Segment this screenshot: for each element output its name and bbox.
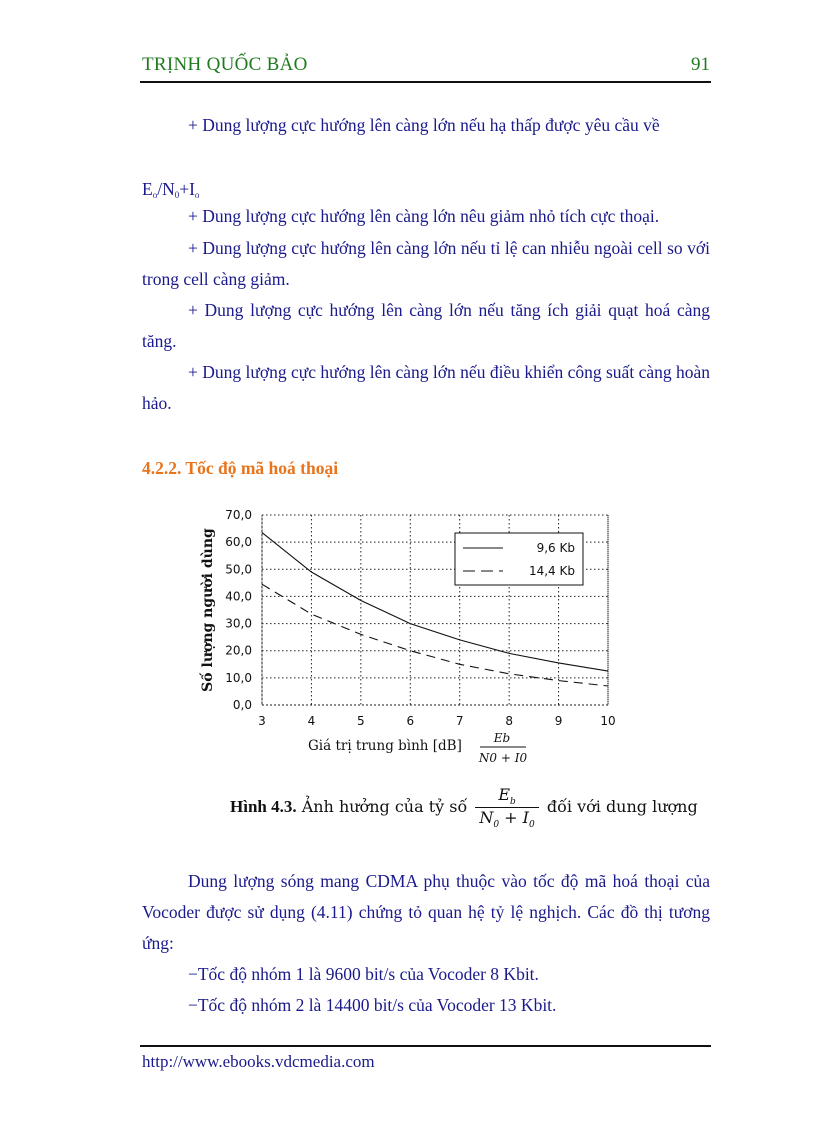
x-tick-label: 4 (307, 714, 316, 728)
y-tick-label: 70,0 (225, 508, 252, 522)
figure-caption (230, 785, 698, 830)
bullet-line-3-cont: trong cell càng giảm. (142, 269, 290, 289)
header-rule (140, 81, 711, 83)
y-tick-label: 50,0 (225, 562, 252, 577)
bullet-line-5-cont: hảo. (142, 393, 172, 413)
x-tick-label: 8 (505, 714, 513, 728)
y-tick-label: 0,0 (232, 698, 252, 712)
legend-label-2: 14,4 Kb (528, 564, 575, 578)
bullet-line-1: + Dung lượng cực hướng lên càng lớn nếu hạ thấp được yêu cầu về (188, 115, 660, 135)
x-axis-label: Giá trị trung bình [dB] (308, 738, 462, 754)
y-tick-label: 60,0 (225, 535, 252, 550)
y-tick-label: 40,0 (225, 589, 252, 604)
x-tick-label: 5 (357, 714, 365, 728)
series-line-2 (262, 584, 608, 686)
x-axis-fraction-num: Eb (493, 731, 511, 745)
capacity-chart (190, 505, 630, 780)
y-tick-label: 30,0 (225, 616, 252, 631)
x-tick-label: 6 (406, 714, 415, 728)
x-tick-label: 10 (600, 714, 616, 728)
caption-fraction: $\frac{E_b}{N_0 + I_0}$ (475, 785, 538, 830)
x-tick-label: 7 (455, 714, 464, 728)
footer-url[interactable]: http://www.ebooks.vdcmedia.com (142, 1052, 375, 1071)
formula-eb-n0-i0: $E_o/N_0+I_o$ (142, 179, 200, 200)
y-tick-label: 20,0 (225, 643, 252, 658)
bullet-line-4-cont: tăng. (142, 331, 177, 351)
caption-text-after: đối với dung lượng (546, 797, 698, 817)
bullet-line-3: + Dung lượng cực hướng lên càng lớn nếu tỉ lệ can nhiễu ngoài cell so với (188, 238, 710, 258)
body-line-5: −Tốc độ nhóm 2 là 14400 bit/s của Vocoder 13 Kbit. (188, 995, 557, 1015)
bullet-line-4: + Dung lượng cực hướng lên càng lớn nếu tăng ích giải quạt hoá càng (188, 300, 710, 320)
y-tick-label: 10,0 (225, 670, 252, 685)
caption-label: Hình 4.3. (230, 797, 297, 817)
x-tick-label: 3 (258, 714, 266, 728)
body-line-4: −Tốc độ nhóm 1 là 9600 bit/s của Vocoder 8 Kbit. (188, 964, 539, 984)
body-line-1: Dung lượng sóng mang CDMA phụ thuộc vào tốc độ mã hoá thoại của (188, 871, 710, 891)
body-line-2: Vocoder được sử dụng (4.11) chứng tỏ quan hệ tỷ lệ nghịch. Các đồ thị tương (142, 902, 710, 922)
section-title: 4.2.2. Tốc độ mã hoá thoại (142, 458, 339, 478)
legend-label-1: 9,6 Kb (536, 541, 575, 555)
x-axis-fraction-den: N0 + I0 (478, 751, 528, 765)
body-line-3: ứng: (142, 933, 174, 953)
bullet-line-2: + Dung lượng cực hướng lên càng lớn nêu giảm nhỏ tích cực thoại. (188, 206, 660, 226)
page-number: 91 (691, 54, 710, 75)
y-axis-label: Số lượng người dùng (200, 528, 216, 692)
x-tick-label: 9 (554, 714, 563, 728)
header-author: TRỊNH QUỐC BẢO (142, 54, 308, 75)
footer-rule (140, 1045, 711, 1047)
caption-text-before: Ảnh hưởng của tỷ số (296, 797, 468, 817)
bullet-line-5: + Dung lượng cực hướng lên càng lớn nếu điều khiển công suất càng hoàn (188, 362, 710, 382)
